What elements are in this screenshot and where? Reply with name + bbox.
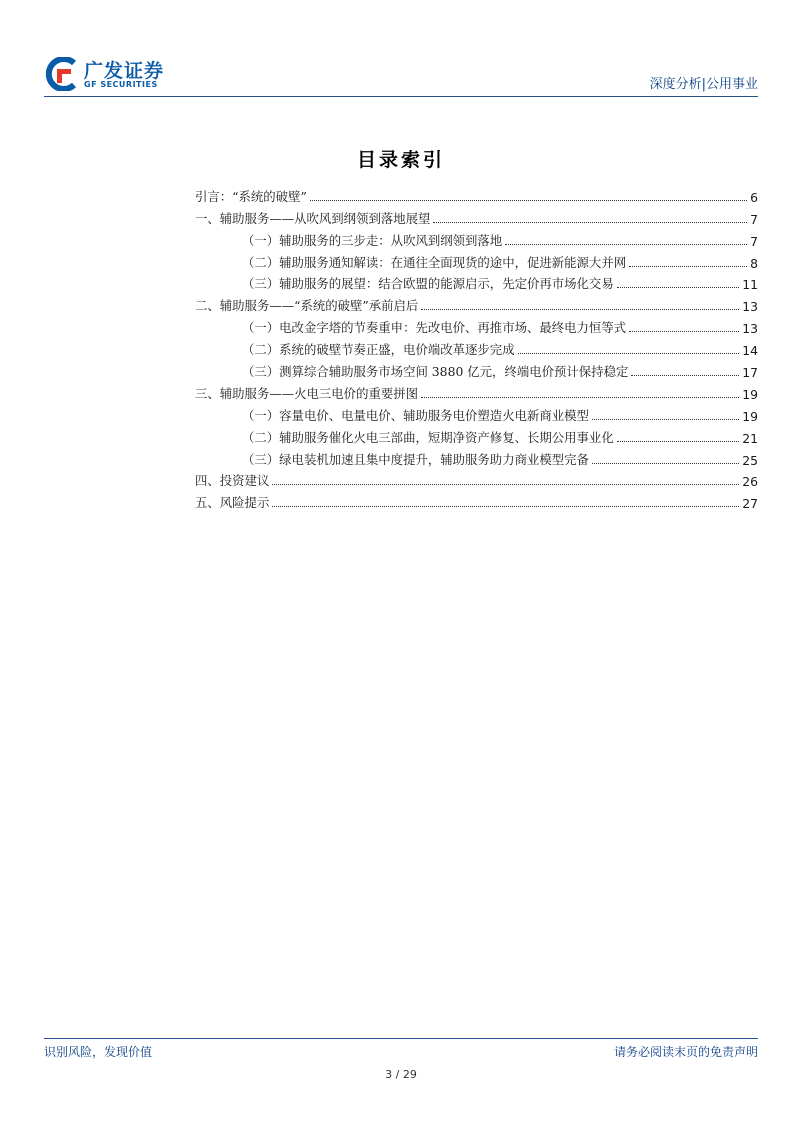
toc-entry-text: （二）辅助服务通知解读：在通往全面现货的途中，促进新能源大并网 [242,254,627,270]
toc-entry-page: 13 [742,299,758,315]
toc-entry-text: 引言：“系统的破壁” [195,188,307,204]
toc-entry-text: 五、风险提示 [195,495,270,511]
toc-dot-leader [433,222,747,223]
toc-entry-page: 21 [742,430,758,446]
toc-entry-text: （三）辅助服务的展望：结合欧盟的能源启示，先定价再市场化交易 [242,276,614,292]
toc-entry-text: 四、投资建议 [195,473,270,489]
table-of-contents [195,183,758,511]
footer-disclaimer-note: 请务必阅读末页的免责声明 [613,1045,758,1059]
toc-dot-leader [617,287,740,288]
page-number: 3 / 29 [385,1068,417,1081]
toc-dot-leader [592,419,739,420]
toc-entry[interactable] [195,380,758,402]
toc-entry[interactable] [195,249,758,271]
toc-entry-page: 8 [750,255,758,271]
toc-entry[interactable] [195,446,758,468]
toc-dot-leader [592,463,739,464]
header-divider [44,96,758,97]
footer-divider [44,1038,758,1039]
gf-logo-icon [44,57,78,91]
toc-entry-text: 三、辅助服务——火电三电价的重要拼图 [195,385,419,401]
footer-slogan: 识别风险，发现价值 [44,1045,153,1059]
toc-dot-leader [617,441,740,442]
toc-dot-leader [272,484,739,485]
gf-securities-logo [44,55,174,95]
toc-entry-text: （二）辅助服务催化火电三部曲，短期净资产修复、长期公用事业化 [242,429,614,445]
toc-entry-page: 7 [750,211,758,227]
toc-entry-text: 一、辅助服务——从吹风到纲领到落地展望 [195,210,431,226]
logo-chinese-name: 广发证券 [84,60,165,82]
toc-entry-page: 25 [742,452,758,468]
toc-entry-page: 6 [750,189,758,205]
toc-entry-page: 17 [742,365,758,381]
toc-entry-page: 27 [742,496,758,512]
toc-entry[interactable] [195,183,758,205]
toc-entry-page: 19 [742,386,758,402]
toc-entry[interactable] [195,227,758,249]
toc-dot-leader [629,331,739,332]
toc-dot-leader [629,266,747,267]
toc-entry-page: 13 [742,321,758,337]
toc-entry[interactable] [195,271,758,293]
toc-entry[interactable] [195,336,758,358]
toc-entry[interactable] [195,205,758,227]
toc-title: 目录索引 [356,149,445,171]
toc-entry[interactable] [195,402,758,424]
toc-entry[interactable] [195,489,758,511]
toc-entry-text: （一）辅助服务的三步走：从吹风到纲领到落地 [242,232,503,248]
toc-entry-text: （二）系统的破壁节奏正盛，电价端改革逐步完成 [242,342,515,358]
toc-dot-leader [272,506,739,507]
toc-entry-page: 19 [742,408,758,424]
toc-dot-leader [631,375,739,376]
toc-entry[interactable] [195,292,758,314]
toc-entry-page: 11 [742,277,758,293]
toc-entry-text: （一）容量电价、电量电价、辅助服务电价塑造火电新商业模型 [242,407,589,423]
toc-dot-leader [421,309,739,310]
toc-entry-page: 14 [742,343,758,359]
toc-entry-text: （三）测算综合辅助服务市场空间 3880 亿元，终端电价预计保持稳定 [242,364,629,380]
toc-entry-text: （三）绿电装机加速且集中度提升，辅助服务助力商业模型完备 [242,451,589,467]
toc-dot-leader [518,353,740,354]
page-header [44,55,758,95]
toc-entry-text: （一）电改金字塔的节奏重申：先改电价、再推市场、最终电力恒等式 [242,320,627,336]
toc-entry[interactable] [195,358,758,380]
toc-entry[interactable] [195,468,758,490]
toc-dot-leader [421,397,739,398]
toc-entry-page: 7 [750,233,758,249]
toc-entry-text: 二、辅助服务——“系统的破壁”承前启后 [195,298,419,314]
toc-entry[interactable] [195,314,758,336]
toc-entry-page: 26 [742,474,758,490]
toc-entry[interactable] [195,424,758,446]
toc-dot-leader [505,244,747,245]
logo-english-name: GF SECURITIES [84,80,158,89]
report-category: 深度分析|公用事业 [649,77,758,92]
toc-dot-leader [310,200,747,201]
